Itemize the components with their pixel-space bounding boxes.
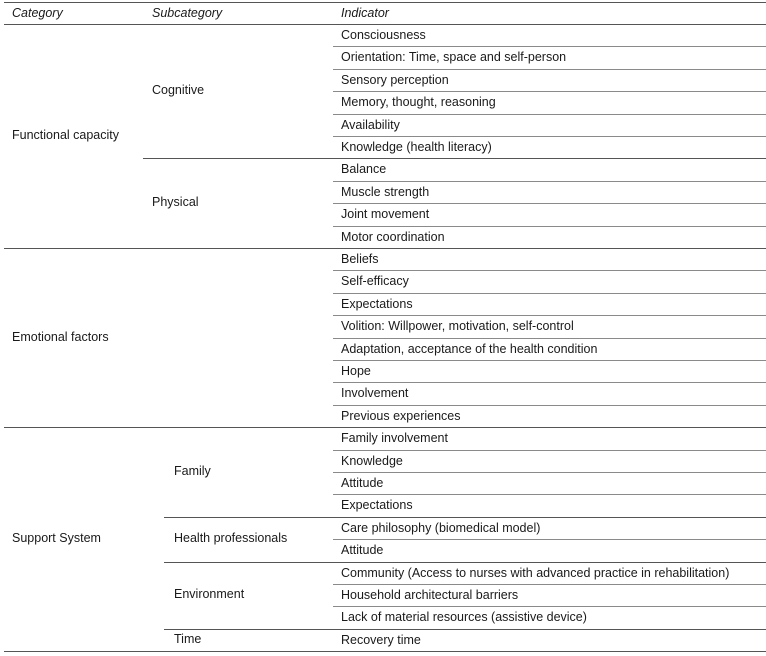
- indicator-row-divider: [333, 472, 766, 473]
- indicator-cell: Expectations: [341, 296, 413, 311]
- header-indicator: Indicator: [341, 6, 389, 20]
- indicator-cell: Motor coordination: [341, 229, 445, 244]
- indicator-row-divider: [333, 226, 766, 227]
- indicator-cell: Consciousness: [341, 28, 426, 42]
- indicator-cell: Knowledge (health literacy): [341, 140, 492, 154]
- category-divider: [4, 427, 766, 428]
- indicator-cell: Family involvement: [341, 431, 448, 446]
- indicator-cell: Muscle strength: [341, 184, 430, 199]
- category-label: Support System: [12, 531, 101, 546]
- indicator-row-divider: [333, 606, 766, 607]
- indicator-row-divider: [333, 91, 766, 92]
- table-top-rule: [4, 2, 766, 3]
- indicator-cell: Expectations: [341, 498, 413, 513]
- indicator-row-divider: [333, 114, 766, 115]
- category-label: Emotional factors: [12, 329, 109, 344]
- indicator-row-divider: [333, 136, 766, 137]
- indicator-cell: Volition: Willpower, motivation, self-control: [341, 319, 574, 334]
- indicator-row-divider: [333, 69, 766, 70]
- indicator-cell: Recovery time: [341, 632, 421, 647]
- indicator-row-divider: [333, 315, 766, 316]
- indicator-cell: Care philosophy (biomedical model): [341, 520, 541, 535]
- indicator-cell: Hope: [341, 364, 371, 378]
- category-divider: [4, 248, 766, 249]
- indicator-row-divider: [333, 270, 766, 271]
- indicator-row-divider: [333, 539, 766, 540]
- header-bottom-rule: [4, 24, 766, 25]
- indicator-cell: Sensory perception: [341, 72, 449, 87]
- header-subcategory: Subcategory: [152, 6, 223, 20]
- indicator-row-divider: [333, 293, 766, 294]
- indicator-row-divider: [333, 338, 766, 339]
- indicator-row-divider: [333, 46, 766, 47]
- subcategory-divider: [164, 562, 766, 563]
- indicator-cell: Beliefs: [341, 252, 379, 266]
- indicator-cell: Availability: [341, 117, 400, 132]
- indicator-cell: Involvement: [341, 386, 409, 401]
- subcategory-label: Physical: [152, 195, 199, 210]
- subcategory-label: Family: [174, 464, 211, 478]
- subcategory-label: Time: [174, 632, 202, 646]
- indicator-row-divider: [333, 382, 766, 383]
- indicator-cell: Attitude: [341, 476, 384, 490]
- table-bottom-rule: [4, 651, 766, 652]
- indicator-row-divider: [333, 584, 766, 585]
- indicator-row-divider: [333, 360, 766, 361]
- indicator-row-divider: [333, 181, 766, 182]
- indicator-cell: Lack of material resources (assistive device): [341, 610, 587, 625]
- indicator-cell: Attitude: [341, 543, 384, 558]
- subcategory-divider: [164, 517, 766, 518]
- subcategory-divider: [143, 158, 766, 159]
- indicator-row-divider: [333, 405, 766, 406]
- indicator-cell: Adaptation, acceptance of the health condition: [341, 341, 598, 356]
- category-label: Functional capacity: [12, 128, 120, 142]
- indicator-cell: Household architectural barriers: [341, 588, 519, 602]
- indicator-cell: Self-efficacy: [341, 274, 409, 289]
- indicator-cell: Balance: [341, 162, 387, 177]
- subcategory-label: Environment: [174, 587, 245, 602]
- subcategory-label: Health professionals: [174, 531, 288, 546]
- indicator-cell: Previous experiences: [341, 408, 461, 423]
- indicator-cell: Knowledge: [341, 453, 403, 468]
- indicator-cell: Community (Access to nurses with advanced practice in rehabilitation): [341, 565, 730, 580]
- indicator-cell: Memory, thought, reasoning: [341, 95, 496, 110]
- indicator-cell: Joint movement: [341, 207, 430, 222]
- subcategory-divider: [164, 629, 766, 630]
- subcategory-label: Cognitive: [152, 83, 205, 98]
- indicator-row-divider: [333, 203, 766, 204]
- header-category: Category: [12, 6, 63, 20]
- indicator-row-divider: [333, 494, 766, 495]
- indicator-row-divider: [333, 450, 766, 451]
- indicator-cell: Orientation: Time, space and self-person: [341, 50, 567, 65]
